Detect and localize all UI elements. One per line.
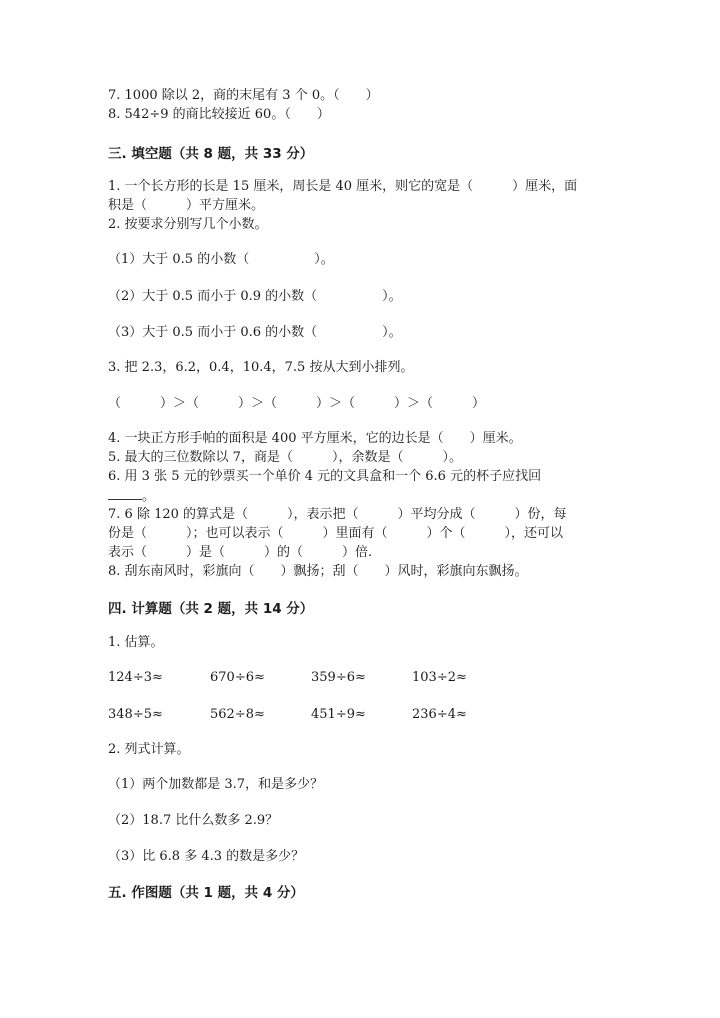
section-4-heading: 四. 计算题（共 2 题，共 14 分） xyxy=(108,601,314,617)
section-5-heading: 五. 作图题（共 1 题，共 4 分） xyxy=(108,885,304,901)
answer-blank[interactable] xyxy=(108,487,142,500)
fill-2-sub-1: （1）大于 0.5 的小数（ ）。 xyxy=(108,252,334,267)
estimate-item: 670÷6≈ xyxy=(210,670,265,685)
fill-4: 4. 一块正方形手帕的面积是 400 平方厘米，它的边长是（ ）厘米。 xyxy=(108,431,522,446)
question-8: 8. 542÷9 的商比较接近 60。（ ） xyxy=(108,107,330,122)
fill-2: 2. 按要求分别写几个小数。 xyxy=(108,217,268,232)
fill-1-line-b: 积是（ ）平方厘米。 xyxy=(108,198,265,213)
fill-6-line-b xyxy=(108,487,155,506)
fill-6-line-a: 6. 用 3 张 5 元的钞票买一个单价 4 元的文具盒和一个 6.6 元的杯子应找回 xyxy=(108,469,542,484)
fill-5: 5. 最大的三位数除以 7，商是（ ），余数是（ ）。 xyxy=(108,450,462,465)
calc-2-sub-1: （1）两个加数都是 3.7，和是多少？ xyxy=(108,777,324,792)
fill-7-line-b: 份是（ ）；也可以表示（ ）里面有（ ）个（ ），还可以 xyxy=(108,526,564,541)
estimate-item: 124÷3≈ xyxy=(108,670,163,685)
estimate-item: 236÷4≈ xyxy=(412,707,467,722)
fill-7-line-c: 表示（ ）是（ ）的（ ）倍. xyxy=(108,545,373,560)
calc-2-sub-3: （3）比 6.8 多 4.3 的数是多少？ xyxy=(108,849,305,864)
section-3-heading: 三. 填空题（共 8 题，共 33 分） xyxy=(108,146,314,162)
fill-3: 3. 把 2.3，6.2，0.4，10.4，7.5 按从大到小排列。 xyxy=(108,360,414,375)
calc-2: 2. 列式计算。 xyxy=(108,742,190,757)
fill-2-sub-3: （3）大于 0.5 而小于 0.6 的小数（ ）。 xyxy=(108,325,402,340)
estimate-item: 562÷8≈ xyxy=(210,707,265,722)
fill-1-line-a: 1. 一个长方形的长是 15 厘米，周长是 40 厘米，则它的宽是（ ）厘米，面 xyxy=(108,179,578,194)
estimate-item: 359÷6≈ xyxy=(311,670,366,685)
calc-1: 1. 估算。 xyxy=(108,635,164,650)
fill-6-end: 。 xyxy=(142,489,156,504)
estimate-item: 103÷2≈ xyxy=(412,670,467,685)
calc-2-sub-2: （2）18.7 比什么数多 2.9？ xyxy=(108,813,279,828)
fill-8: 8. 刮东南风时，彩旗向（ ）飘扬；刮（ ）风时，彩旗向东飘扬。 xyxy=(108,564,528,579)
question-7: 7. 1000 除以 2，商的末尾有 3 个 0。（ ） xyxy=(108,88,379,103)
fill-7-line-a: 7. 6 除 120 的算式是（ ），表示把（ ）平均分成（ ）份，每 xyxy=(108,507,567,522)
estimate-item: 348÷5≈ xyxy=(108,707,163,722)
estimate-item: 451÷9≈ xyxy=(311,707,366,722)
fill-3-blanks: （ ）＞（ ）＞（ ）＞（ ）＞（ ） xyxy=(108,396,486,411)
fill-2-sub-2: （2）大于 0.5 而小于 0.9 的小数（ ）。 xyxy=(108,289,402,304)
